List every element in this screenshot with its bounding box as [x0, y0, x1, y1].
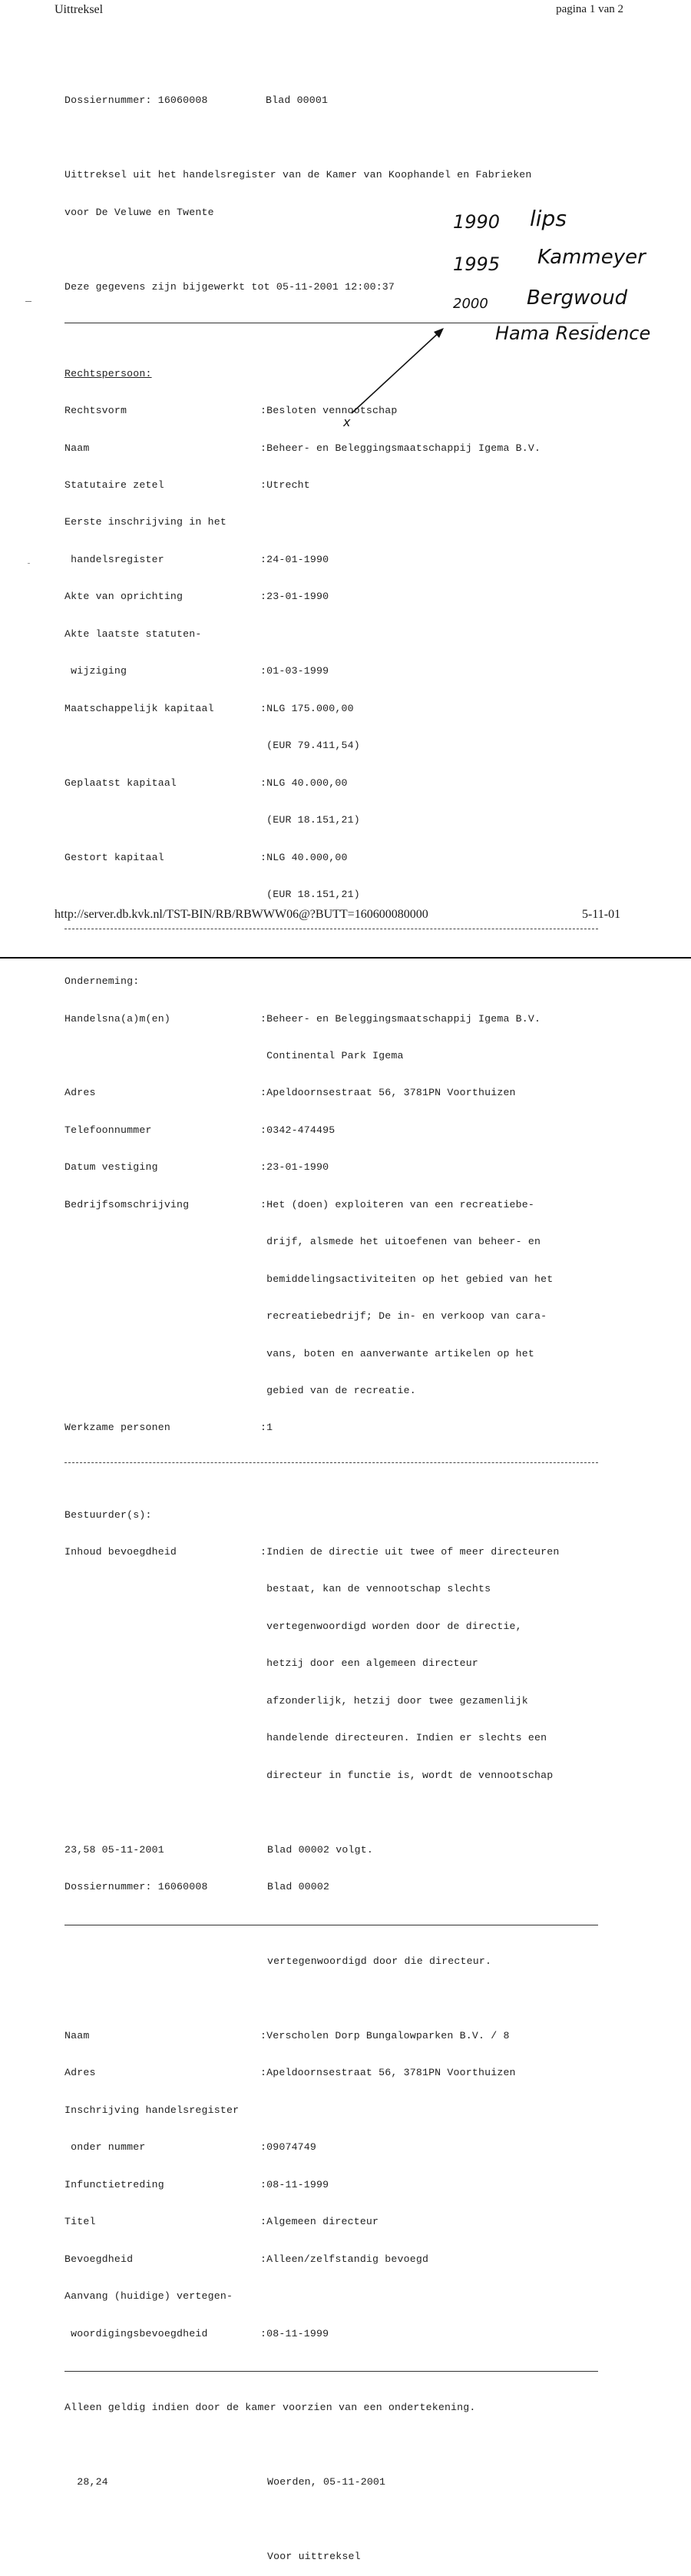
field-label: Inhoud bevoegdheid: [64, 1546, 177, 1558]
field-value: recreatiebedrijf; De in- en verkoop van cara-: [260, 1310, 547, 1323]
field-label: Statutaire zetel: [64, 479, 164, 491]
field-label: Titel: [64, 2216, 96, 2228]
field-value: :Verscholen Dorp Bungalowparken B.V. / 8: [260, 2029, 510, 2041]
field-value: :Apeldoornsestraat 56, 3781PN Voorthuizen: [260, 1087, 516, 1099]
field-label: Bedrijfsomschrijving: [64, 1198, 190, 1210]
field-value: vans, boten en aanverwante artikelen op het: [260, 1347, 535, 1359]
field-value: handelende directeuren. Indien er slechts een: [260, 1732, 547, 1744]
field-value: :Het (doen) exploiteren van een recreatiebe-: [260, 1198, 535, 1210]
page-code: 23,58 05-11-2001: [64, 1843, 164, 1856]
field-value: (EUR 79.411,54): [260, 740, 360, 752]
next-sheet: Blad 00002 volgt.: [267, 1843, 373, 1856]
field-value: :09074749: [260, 2141, 317, 2154]
field-row: [64, 1087, 617, 1099]
field-row: [64, 1124, 617, 1137]
intro-line-1: Uittreksel uit het handelsregister van de Kamer van Koophandel en Fabrieken: [64, 169, 532, 181]
note-bergwoud: Bergwoud: [527, 286, 628, 310]
margin-mark: [25, 301, 31, 302]
field-label: Handelsna(a)m(en): [64, 1012, 170, 1025]
field-value: :08-11-1999: [260, 2327, 329, 2339]
field-row: [64, 1348, 617, 1360]
field-label: Akte laatste statuten-: [64, 627, 202, 640]
field-value: :NLG 40.000,00: [260, 776, 348, 789]
section-title-onderneming: Onderneming:: [64, 975, 140, 988]
note-year-1995: 1995: [453, 253, 501, 275]
field-value: bemiddelingsactiviteiten op het gebied van het: [260, 1273, 554, 1285]
field-row: [64, 1385, 617, 1397]
field-value: :01-03-1999: [260, 665, 329, 677]
validity-notice: Alleen geldig indien door de kamer voorzien van een ondertekening.: [64, 2402, 476, 2414]
page-header-title: Uittreksel: [55, 3, 104, 16]
field-label: wijziging: [64, 665, 127, 677]
field-row: [64, 1013, 617, 1025]
field-label: Bevoegdheid: [64, 2253, 134, 2265]
intro-line-2: voor De Veluwe en Twente: [64, 206, 214, 218]
field-row: [64, 2104, 617, 2117]
field-value: :Indien de directie uit twee of meer directeuren: [260, 1546, 560, 1558]
field-row: [64, 2179, 617, 2191]
field-value: :Algemeen directeur: [260, 2216, 379, 2228]
field-row: [64, 1273, 617, 1286]
field-value: drijf, alsmede het uitoefenen van beheer- en: [260, 1236, 541, 1248]
field-label: Datum vestiging: [64, 1161, 158, 1174]
field-row: [64, 1657, 617, 1670]
field-value: :08-11-1999: [260, 2178, 329, 2190]
dossier-number: Dossiernummer: 16060008: [64, 1881, 208, 1893]
margin-mark: [28, 563, 30, 564]
field-label: Naam: [64, 2029, 90, 2041]
field-row: [64, 2216, 617, 2228]
page-bottom-rule: [0, 957, 691, 959]
section-title-bestuurders: Bestuurder(s):: [64, 1508, 152, 1521]
field-label: Maatschappelijk kapitaal: [64, 702, 214, 714]
signature-row: [64, 2476, 617, 2488]
field-value: hetzij door een algemeen directeur: [260, 1657, 478, 1670]
field-value: :Alleen/zelfstandig bevoegd: [260, 2253, 429, 2265]
field-value: Continental Park Igema: [260, 1049, 404, 1061]
field-row: [64, 2253, 617, 2266]
rule-3: [64, 2365, 617, 2377]
field-row: [64, 1546, 617, 1558]
field-row: [64, 2290, 617, 2303]
field-row: [64, 1732, 617, 1744]
field-row: [64, 1422, 617, 1434]
field-value: :Beheer- en Beleggingsmaatschappij Igema B.V.: [260, 442, 541, 454]
field-value: :0342-474495: [260, 1124, 336, 1136]
note-year-2000: 2000: [453, 296, 488, 312]
field-label: Telefoonnummer: [64, 1124, 152, 1136]
updated-line: Deze gegevens zijn bijgewerkt tot 05-11-2001 12:00:37: [64, 280, 395, 293]
field-label: Werkzame personen: [64, 1422, 170, 1434]
sheet-number: Blad 00001: [266, 94, 329, 107]
field-value: :NLG 175.000,00: [260, 702, 354, 714]
field-label: Inschrijving handelsregister: [64, 2104, 240, 2116]
footer-url: http://server.db.kvk.nl/TST-BIN/RB/RBWWW06@?BUTT=160600080000: [55, 908, 428, 921]
field-value: :Utrecht: [260, 479, 310, 491]
page-break-row: [64, 1844, 617, 1856]
page-code-2: 28,24: [64, 2476, 108, 2488]
dossier-line-2: [64, 1881, 617, 1893]
field-value: :NLG 40.000,00: [260, 851, 348, 863]
field-label: Adres: [64, 1087, 96, 1099]
field-row: [64, 2328, 617, 2340]
field-label: Akte van oprichting: [64, 591, 183, 603]
rule-2: [64, 1919, 617, 1931]
field-label: handelsregister: [64, 553, 164, 565]
field-row: [64, 1695, 617, 1707]
page-number: pagina 1 van 2: [556, 3, 623, 15]
field-row: [64, 1770, 617, 1782]
place-date: Woerden, 05-11-2001: [267, 2476, 386, 2488]
field-row: [64, 1310, 617, 1323]
field-value: :1: [260, 1422, 273, 1434]
field-label: woordigingsbevoegdheid: [64, 2327, 208, 2339]
dossier-number: Dossiernummer: 16060008: [64, 94, 208, 107]
field-value: :23-01-1990: [260, 1161, 329, 1174]
dashed-rule: [64, 1459, 617, 1472]
field-label: Infunctietreding: [64, 2178, 164, 2190]
field-label: Aanvang (huidige) vertegen-: [64, 2290, 233, 2303]
field-value: :23-01-1990: [260, 591, 329, 603]
field-label: Adres: [64, 2067, 96, 2079]
field-label: Rechtsvorm: [64, 405, 127, 417]
field-row: [64, 1161, 617, 1174]
field-row: [64, 2141, 617, 2154]
field-row: [64, 1583, 617, 1595]
field-value: (EUR 18.151,21): [260, 888, 360, 900]
field-label: Naam: [64, 442, 90, 454]
field-label: Gestort kapitaal: [64, 851, 164, 863]
field-value: directeur in functie is, wordt de vennootschap: [260, 1769, 554, 1781]
note-kammeyer: Kammeyer: [537, 246, 646, 269]
field-value: gebied van de recreatie.: [260, 1385, 416, 1397]
note-x-mark: x: [343, 415, 351, 429]
field-label: onder nummer: [64, 2141, 146, 2154]
note-lips: lips: [530, 206, 567, 231]
field-row: [64, 1199, 617, 1211]
arrow-line: [352, 329, 442, 413]
field-value: :Beheer- en Beleggingsmaatschappij Igema B.V.: [260, 1012, 541, 1025]
annotation-arrow: [0, 0, 691, 966]
field-row: [64, 1050, 617, 1062]
field-value: :24-01-1990: [260, 553, 329, 565]
note-year-1990: 1990: [453, 211, 501, 233]
field-value: afzonderlijk, hetzij door twee gezamenlijk: [260, 1694, 528, 1707]
field-value: :Besloten vennootschap: [260, 405, 398, 417]
field-value: :Apeldoornsestraat 56, 3781PN Voorthuizen: [260, 2067, 516, 2079]
field-value: (EUR 18.151,21): [260, 814, 360, 826]
field-value: bestaat, kan de vennootschap slechts: [260, 1583, 491, 1595]
field-value: vertegenwoordigd worden door de directie,: [260, 1620, 522, 1632]
field-row: [64, 1621, 617, 1633]
continued-text: vertegenwoordigd door die directeur.: [267, 1955, 492, 1967]
field-row: [64, 2030, 617, 2042]
sheet-number: Blad 00002: [267, 1881, 330, 1893]
section-title-rechtspersoon: Rechtspersoon:: [64, 367, 152, 379]
footer-date: 5-11-01: [582, 908, 621, 921]
field-row: [64, 2067, 617, 2079]
note-residence: Hama Residence: [495, 323, 651, 344]
field-row: [64, 1236, 617, 1248]
field-label: Geplaatst kapitaal: [64, 776, 177, 789]
for-extract: Voor uittreksel: [267, 2551, 361, 2563]
field-label: Eerste inschrijving in het: [64, 516, 226, 528]
